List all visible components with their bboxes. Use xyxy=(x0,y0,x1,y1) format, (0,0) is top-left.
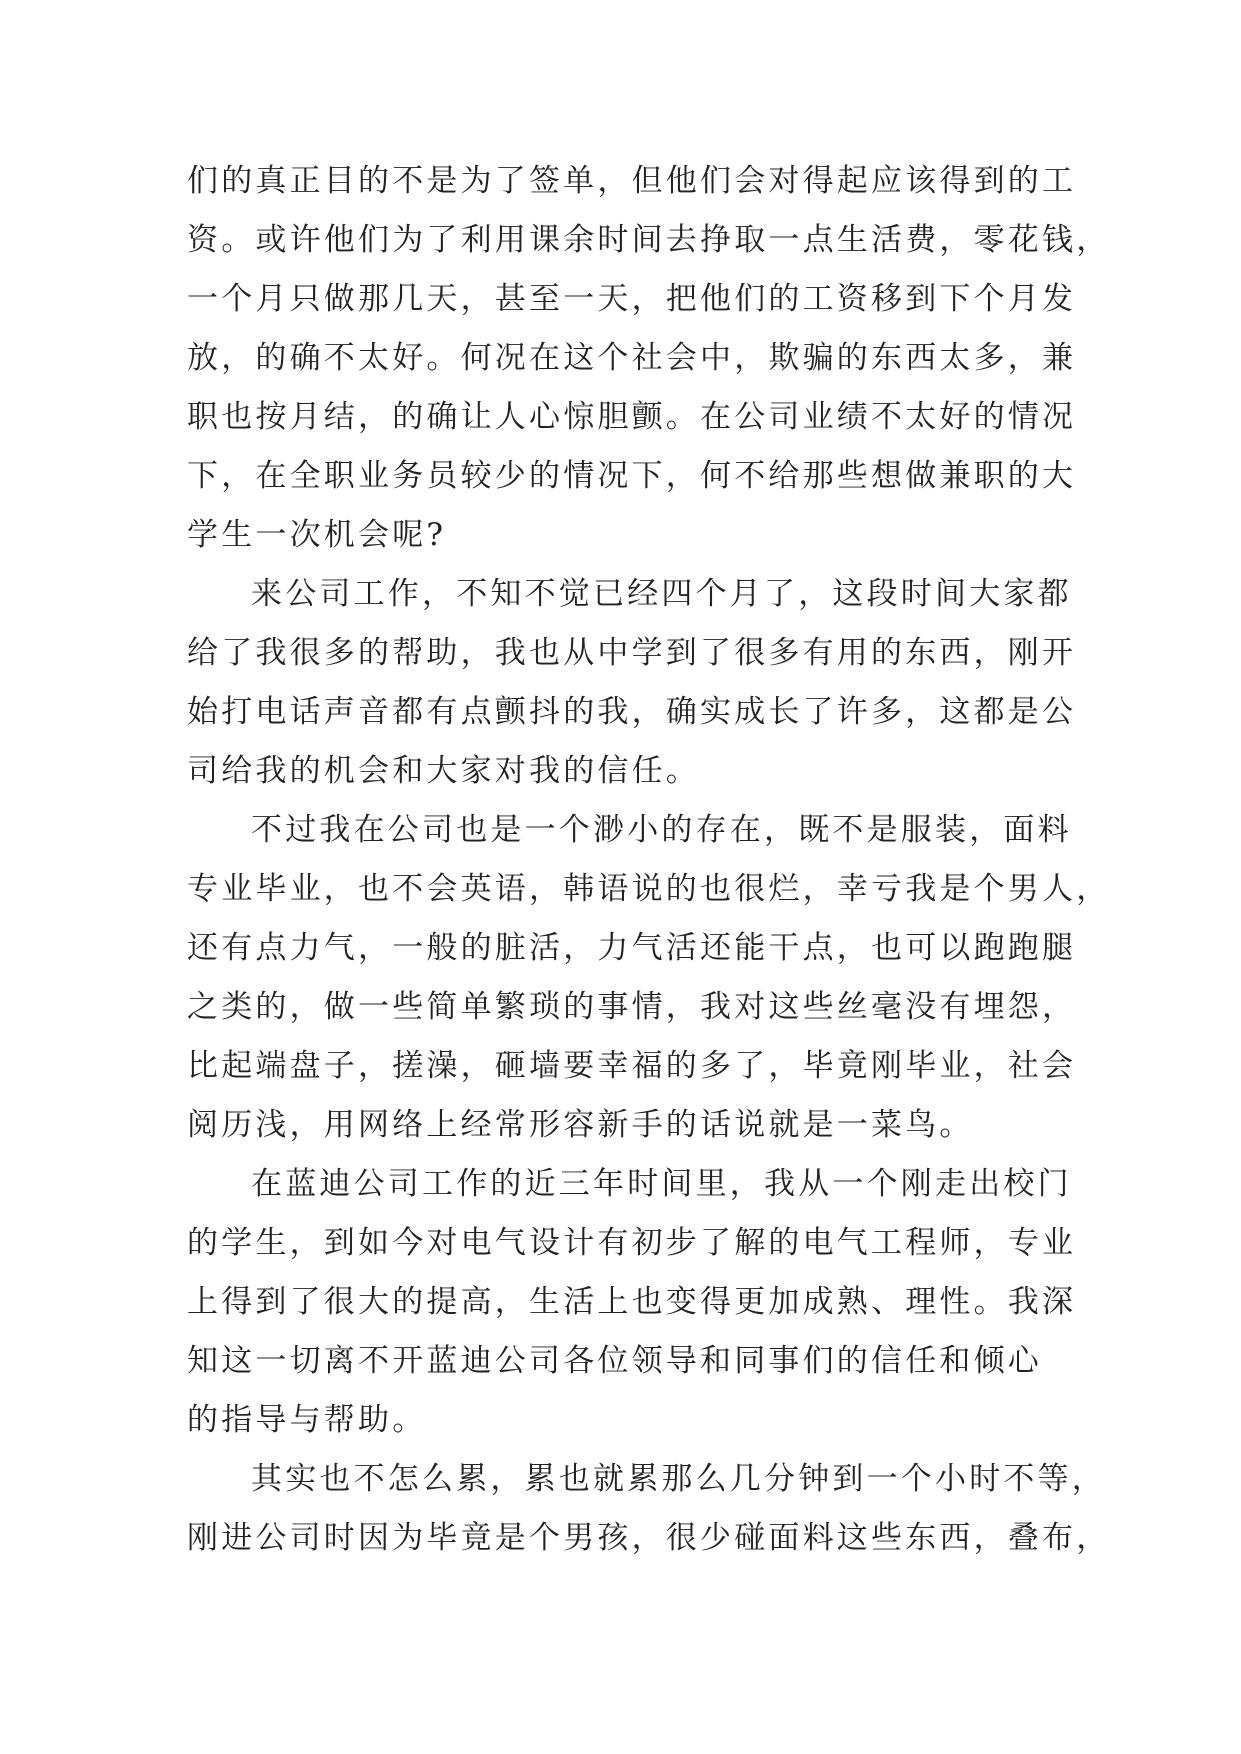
text-line: 的学生，到如今对电气设计有初步了解的电气工程师，专业 xyxy=(187,1225,1077,1261)
text-line: 下，在全职业务员较少的情况下，何不给那些想做兼职的大 xyxy=(187,458,1077,494)
text-line: 们的真正目的不是为了签单，但他们会对得起应该得到的工 xyxy=(187,163,1077,199)
text-line: 给了我很多的帮助，我也从中学到了很多有用的东西，刚开 xyxy=(187,635,1077,671)
text-line: 的指导与帮助。 xyxy=(187,1402,427,1438)
text-line: 刚进公司时因为毕竟是个男孩，很少碰面料这些东西，叠布， xyxy=(187,1520,1111,1556)
text-line: 阅历浅，用网络上经常形容新手的话说就是一菜鸟。 xyxy=(187,1107,974,1143)
text-line: 学生一次机会呢? xyxy=(187,517,447,553)
text-line: 上得到了很大的提高，生活上也变得更加成熟、理性。我深 xyxy=(187,1284,1077,1320)
text-line: 知这一切离不开蓝迪公司各位领导和同事们的信任和倾心 xyxy=(187,1343,1042,1379)
text-line: 始打电话声音都有点颤抖的我，确实成长了许多，这都是公 xyxy=(187,694,1077,730)
text-line: 一个月只做那几天，甚至一天，把他们的工资移到下个月发 xyxy=(187,281,1077,317)
text-line: 专业毕业，也不会英语，韩语说的也很烂，幸亏我是个男人， xyxy=(187,871,1111,907)
document-body xyxy=(187,152,1111,1568)
text-line: 职也按月结，的确让人心惊胆颤。在公司业绩不太好的情况 xyxy=(187,399,1077,435)
paragraph-first-line: 不过我在公司也是一个渺小的存在，既不是服装，面料 xyxy=(251,812,1072,848)
text-line: 资。或许他们为了利用课余时间去挣取一点生活费，零花钱， xyxy=(187,222,1111,258)
text-line: 还有点力气，一般的脏活，力气活还能干点，也可以跑跑腿 xyxy=(187,930,1077,966)
text-line: 之类的，做一些简单繁琐的事情，我对这些丝毫没有埋怨， xyxy=(187,989,1077,1025)
paragraph-first-line: 其实也不怎么累，累也就累那么几分钟到一个小时不等， xyxy=(251,1461,1106,1497)
text-line: 放，的确不太好。何况在这个社会中，欺骗的东西太多，兼 xyxy=(187,340,1077,376)
paragraph-first-line: 来公司工作，不知不觉已经四个月了，这段时间大家都 xyxy=(251,576,1072,612)
text-line: 司给我的机会和大家对我的信任。 xyxy=(187,753,700,789)
paragraph-first-line: 在蓝迪公司工作的近三年时间里，我从一个刚走出校门 xyxy=(251,1166,1072,1202)
text-line: 比起端盘子，搓澡，砸墙要幸福的多了，毕竟刚毕业，社会 xyxy=(187,1048,1077,1084)
